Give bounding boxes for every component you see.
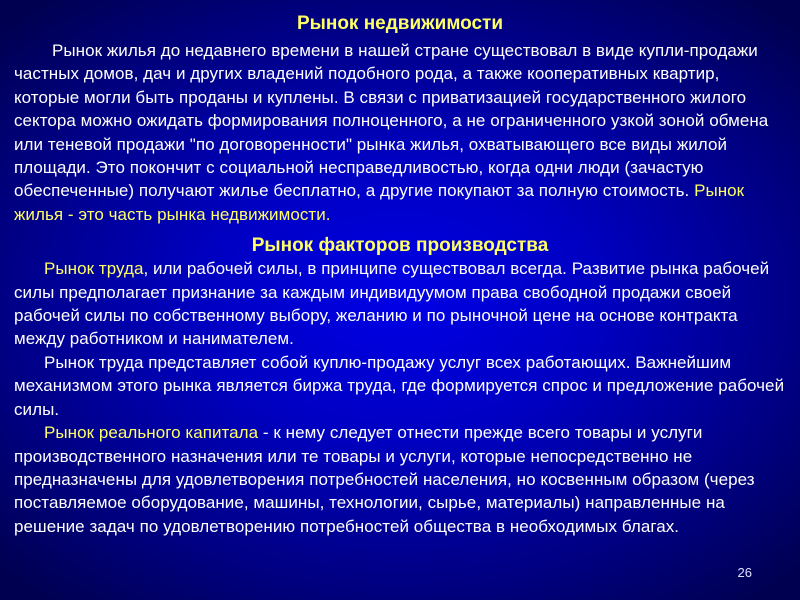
paragraph-real-capital bbox=[14, 421, 786, 538]
housing-market-conclusion: Рынок жилья - это часть рынка недвижимости. bbox=[14, 181, 745, 224]
paragraph-labor-exchange: Рынок труда представляет собой куплю-продажу услуг всех работающих. Важнейшим механизмом этого рынка является биржа труда, где формируется спрос и предложение рабочей силы. bbox=[14, 352, 785, 419]
real-capital-text: - к нему следует отнести прежде всего товары и услуги производственного назначения или те товары и услуги, которые непосредственно не предназначены для удовлетворения потребностей населения, но косвенным образом (через поставляемое оборудование, машины, технологии, сырье, материалы) направленные на решение задач по удовлетворению потребностей общества в необходимых благах. bbox=[14, 423, 755, 536]
labor-market-text: , или рабочей силы, в принципе существовал всегда. Развитие рынка рабочей силы предполагает признание за каждым индивидуумом права свободной продажи своей рабочей силы по собственному выбору, желанию и по рыночной цене на основе контракта между работником и нанимателем. bbox=[14, 259, 770, 349]
housing-market-text: Рынок жилья до недавнего времени в нашей стране существовал в виде купли-продажи частных домов, дач и других владений подобного рода, а также кооперативных квартир, которые могли быть проданы и куплены. В связи с приватизацией государственного жилого сектора можно ожидать формирования полноценного, а не ограниченного узкой зоной обмена или теневой продажи "по договоренности" рынка жилья, охватывающего все виды жилой площади. Это покончит с социальной несправедливостью, когда одни люди (зачастую обеспеченные) получают жилье бесплатно, а другие покупают за полную стоимость. bbox=[14, 41, 769, 201]
section-title-production-factors: Рынок факторов производства bbox=[251, 235, 549, 257]
slide-number: 26 bbox=[737, 565, 752, 580]
slide-content bbox=[14, 8, 786, 600]
real-capital-term: Рынок реального капитала bbox=[44, 423, 259, 443]
labor-market-term: Рынок труда bbox=[44, 259, 144, 279]
paragraph-labor-market bbox=[14, 257, 786, 351]
section-title-real-estate: Рынок недвижимости bbox=[296, 13, 504, 34]
paragraph-housing-market bbox=[14, 39, 786, 226]
